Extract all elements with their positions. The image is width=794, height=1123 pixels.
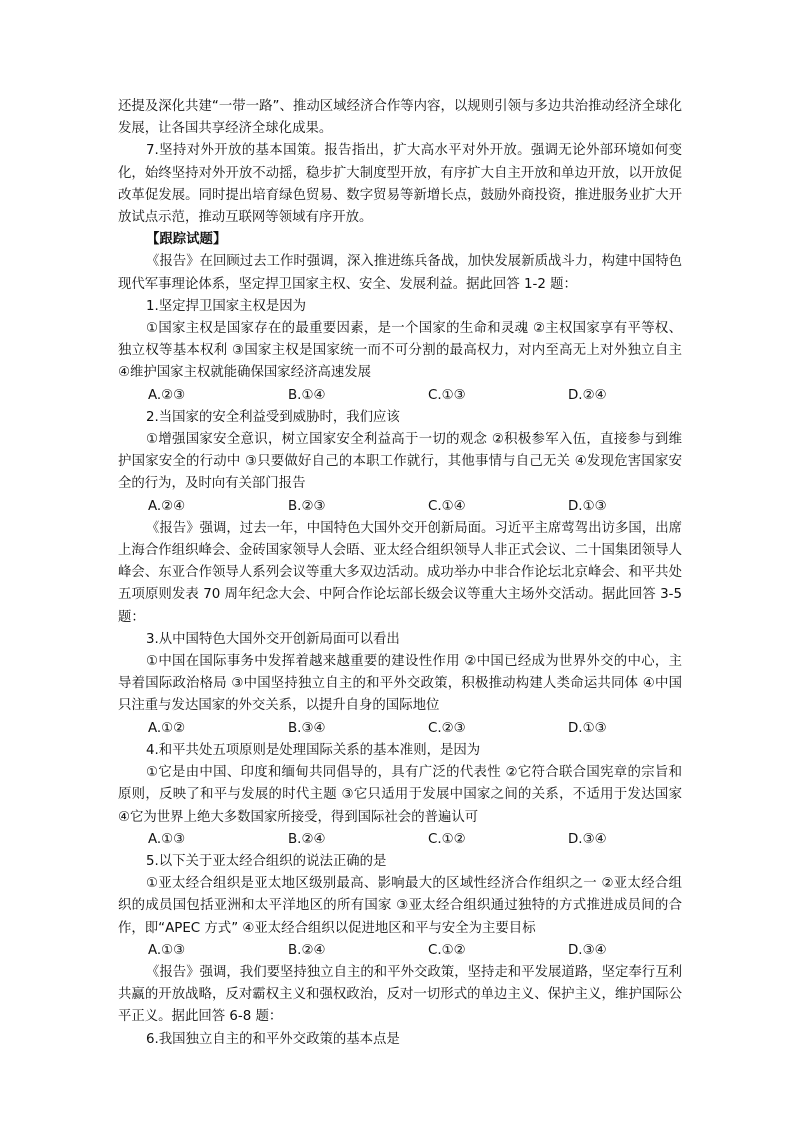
answer-options <box>118 385 682 407</box>
question-body: ①中国在国际事务中发挥着越来越重要的建设性作用 ②中国已经成为世界外交的中心，主导着国际政治格局 ③中国坚持独立自主的和平外交政策，积极推动构建人类命运共同体 ④中国只注重与发达国家的外交关系，以提升自身的国际地位 <box>118 654 682 714</box>
question-stem: 2.当国家的安全利益受到威胁时，我们应该 <box>146 409 400 425</box>
option-d: D.③④ <box>568 831 607 847</box>
option-b: B.②④ <box>288 831 326 847</box>
option-a: A.②③ <box>148 387 186 403</box>
question-stem: 4.和平共处五项原则是处理国际关系的基本准则，是因为 <box>146 742 481 758</box>
paragraph-point-7: 7.坚持对外开放的基本国策。报告指出，扩大高水平对外开放。强调无论外部环境如何变化，始终坚持对外开放不动摇，稳步扩大制度型开放，有序扩大自主开放和单边开放，以开放促改革促发展。同时提出培育绿色贸易、数字贸易等新增长点，鼓励外商投资，推进服务业扩大开放试点示范，推动互联网等领域有序开放。 <box>118 143 682 226</box>
option-c: C.①② <box>428 942 466 958</box>
option-d: D.③④ <box>568 942 607 958</box>
paragraph-continuation: 还提及深化共建“一带一路”、推动区域经济合作等内容，以规则引领与多边共治推动经济全球化发展，让各国共享经济全球化成果。 <box>118 99 682 137</box>
option-d: D.①③ <box>568 720 607 736</box>
option-c: C.①② <box>428 831 466 847</box>
option-a: A.②④ <box>148 498 186 514</box>
option-a: A.①③ <box>148 831 186 847</box>
question-body: ①亚太经合组织是亚太地区级别最高、影响最大的区域性经济合作组织之一 ②亚太经合组织的成员国包括亚洲和太平洋地区的所有国家 ③亚太经合组织通过独特的方式推进成员间的合作，即“APEC 方式” ④亚太经合组织以促进地区和平与安全为主要目标 <box>118 876 682 936</box>
question-body: ①国家主权是国家存在的最重要因素，是一个国家的生命和灵魂 ②主权国家享有平等权、独立权等基本权利 ③国家主权是国家统一而不可分割的最高权力，对内至高无上对外独立自主 ④维护国家主权就能确保国家经济高速发展 <box>118 321 682 381</box>
option-b: B.①④ <box>288 387 326 403</box>
answer-options <box>118 718 682 740</box>
option-c: C.①③ <box>428 387 466 403</box>
section-heading: 【跟踪试题】 <box>146 232 227 248</box>
question-stem: 5.以下关于亚太经合组织的说法正确的是 <box>146 853 387 869</box>
option-d: D.②④ <box>568 387 607 403</box>
option-c: C.②③ <box>428 720 466 736</box>
option-b: B.②③ <box>288 498 326 514</box>
answer-options <box>118 940 682 962</box>
question-body: ①它是由中国、印度和缅甸共同倡导的，具有广泛的代表性 ②它符合联合国宪章的宗旨和原则，反映了和平与发展的时代主题 ③它只适用于发展中国家之间的关系，不适用于发达国家 ④它为世界上绝大多数国家所接受，得到国际社会的普遍认可 <box>118 765 682 825</box>
answer-options <box>118 496 682 518</box>
option-d: D.①③ <box>568 498 607 514</box>
question-intro-3-5: 《报告》强调，过去一年，中国特色大国外交开创新局面。习近平主席莺驾出访多国，出席上海合作组织峰会、金砖国家领导人会晤、亚太经合组织领导人非正式会议、二十国集团领导人峰会、东亚合作领导人系列会议等重大多双边活动。成功举办中非合作论坛北京峰会、和平共处五项原则发表 70 周年纪念大会、中阿合作论坛部长级会议等重大主场外交活动。据此回答 3-5 题： <box>118 520 682 625</box>
option-b: B.③④ <box>288 720 326 736</box>
question-intro-6-8: 《报告》强调，我们要坚持独立自主的和平外交政策，坚持走和平发展道路，坚定奉行互利共赢的开放战略，反对霸权主义和强权政治，反对一切形式的单边主义、保护主义，维护国际公平正义。据此回答 6-8 题： <box>118 964 682 1025</box>
option-c: C.①④ <box>428 498 466 514</box>
answer-options <box>118 829 682 851</box>
question-intro-1-2: 《报告》在回顾过去工作时强调，深入推进练兵备战，加快发展新质战斗力，构建中国特色现代军事理论体系，坚定捍卫国家主权、安全、发展利益。据此回答 1-2 题： <box>118 254 682 292</box>
question-stem: 1.坚定捍卫国家主权是因为 <box>146 298 307 314</box>
question-stem: 3.从中国特色大国外交开创新局面可以看出 <box>146 631 400 647</box>
option-a: A.①② <box>148 720 186 736</box>
option-b: B.②④ <box>288 942 326 958</box>
question-stem: 6.我国独立自主的和平外交政策的基本点是 <box>146 1031 400 1047</box>
option-a: A.①③ <box>148 942 186 958</box>
question-body: ①增强国家安全意识，树立国家安全利益高于一切的观念 ②积极参军入伍，直接参与到维护国家安全的行动中 ③只要做好自己的本职工作就行，其他事情与自己无关 ④发现危害国家安全的行为，及时向有关部门报告 <box>118 432 682 492</box>
document-body <box>118 96 682 1051</box>
